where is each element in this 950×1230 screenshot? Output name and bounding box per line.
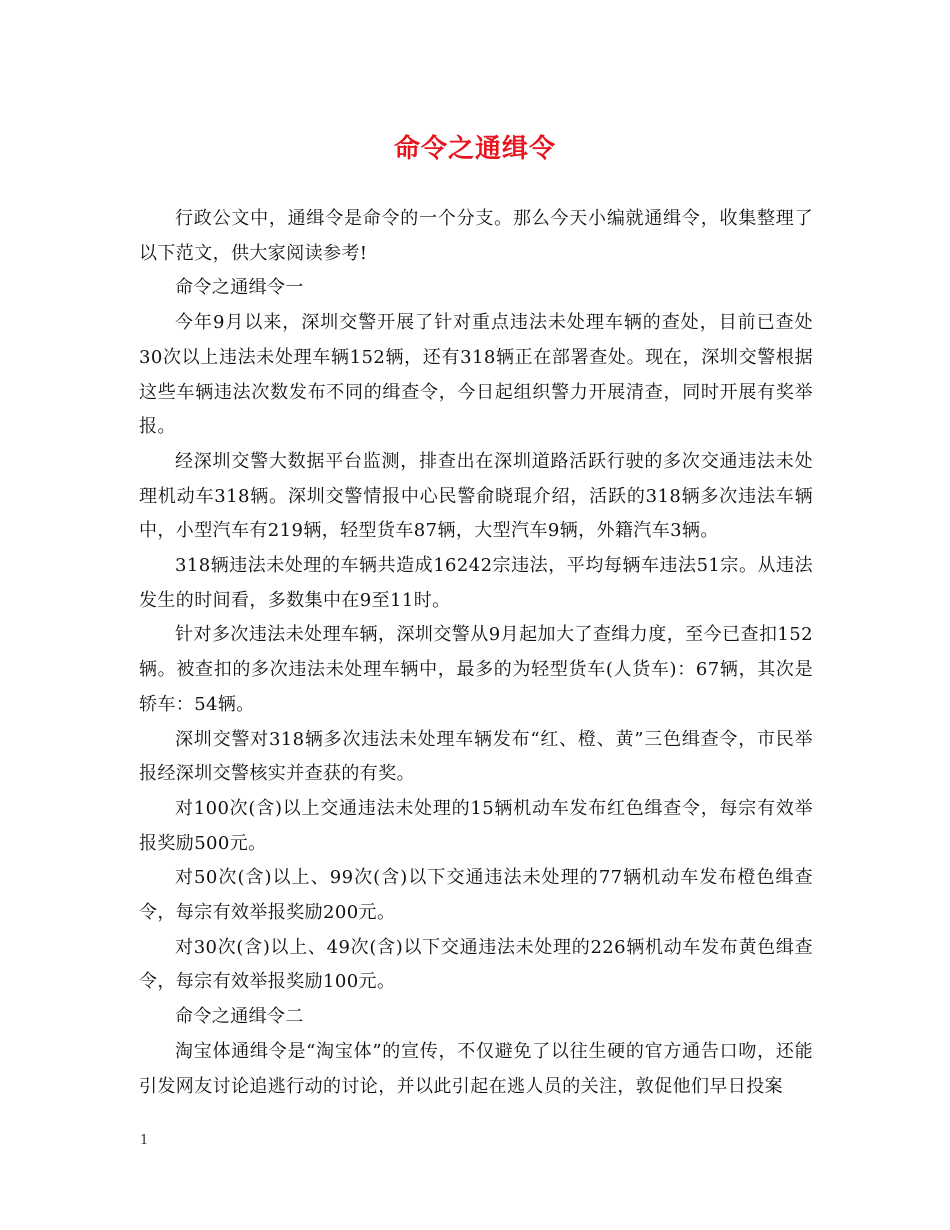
paragraph-intro: 行政公文中，通缉令是命令的一个分支。那么今天小编就通缉令，收集整理了以下范文，供大家阅读参考!: [139, 208, 813, 264]
paragraph: 对30次(含)以上、49次(含)以下交通违法未处理的226辆机动车发布黄色缉查令，每宗有效举报奖励100元。: [139, 936, 813, 993]
paragraph: 淘宝体通缉令是“淘宝体”的宣传，不仅避免了以往生硬的官方通告口吻，还能引发网友讨论追逃行动的讨论，并以此引起在逃人员的关注，敦促他们早日投案: [139, 1040, 813, 1097]
paragraph: 针对多次违法未处理车辆，深圳交警从9月起加大了查缉力度，至今已查扣152辆。被查扣的多次违法未处理车辆中，最多的为轻型货车(人货车)：67辆，其次是轿车：54辆。: [139, 624, 813, 715]
paragraph: 今年9月以来，深圳交警开展了针对重点违法未处理车辆的查处，目前已查处30次以上违法未处理车辆152辆，还有318辆正在部署查处。现在，深圳交警根据这些车辆违法次数发布不同的缉查令，今日起组织警力开展清查，同时开展有奖举报。: [139, 312, 813, 438]
paragraph: 318辆违法未处理的车辆共造成16242宗违法，平均每辆车违法51宗。从违法发生的时间看，多数集中在9至11时。: [139, 555, 813, 611]
paragraph: 经深圳交警大数据平台监测，排查出在深圳道路活跃行驶的多次交通违法未处理机动车318辆。深圳交警情报中心民警俞晓琨介绍，活跃的318辆多次违法车辆中，小型汽车有219辆，轻型货车87辆，大型汽车9辆，外籍汽车3辆。: [139, 450, 813, 542]
page-number: 1: [140, 1133, 149, 1148]
paragraph: 深圳交警对318辆多次违法未处理车辆发布“红、橙、黄”三色缉查令，市民举报经深圳交警核实并查获的有奖。: [139, 728, 813, 785]
section-heading-2: 命令之通缉令二: [175, 1006, 304, 1028]
paragraph: 对100次(含)以上交通违法未处理的15辆机动车发布红色缉查令，每宗有效举报奖励500元。: [139, 797, 813, 854]
document-title: 命令之通缉令: [393, 134, 556, 164]
paragraph: 对50次(含)以上、99次(含)以下交通违法未处理的77辆机动车发布橙色缉查令，每宗有效举报奖励200元。: [139, 867, 813, 924]
section-heading-1: 命令之通缉令一: [175, 277, 304, 299]
document-body: [139, 202, 813, 1104]
